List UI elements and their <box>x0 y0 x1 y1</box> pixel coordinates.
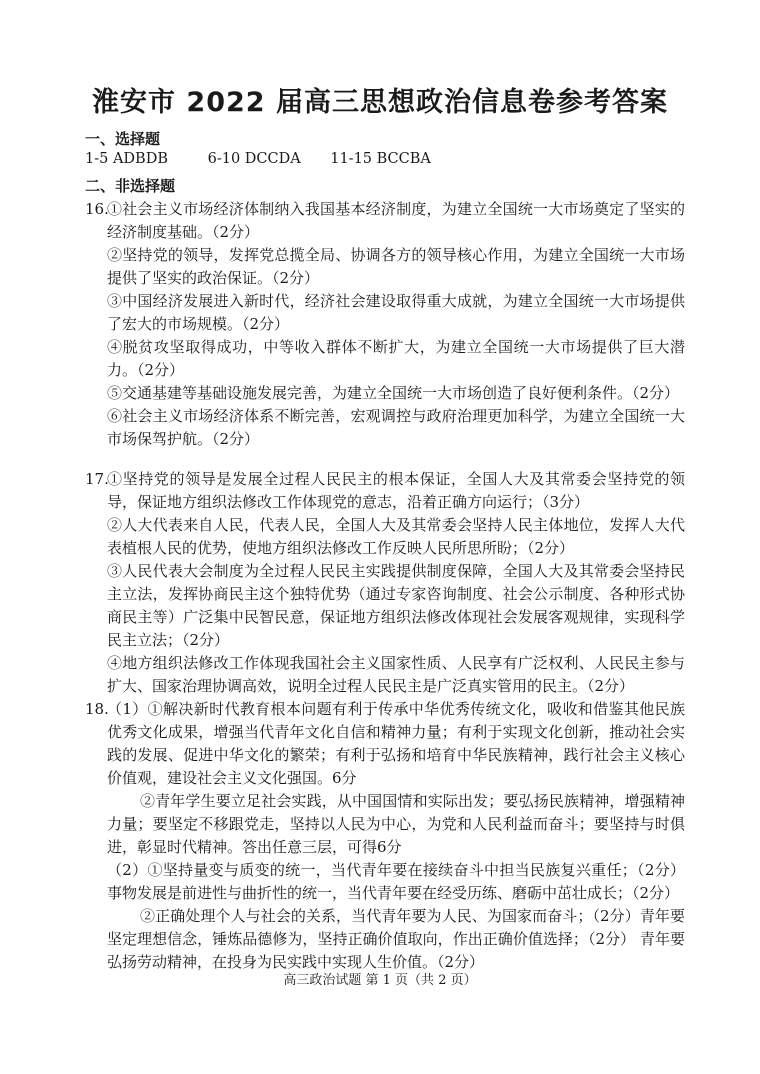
mc-answer-group: 11-15 BCCBA <box>330 151 431 167</box>
answer-point: ⑤交通基建等基础设施发展完善，为建立全国统一大市场创造了良好便利条件。（2分） <box>107 384 680 402</box>
answer-point: ③人民代表大会制度为全过程人民民主实践提供制度保障，全国人大及其常委会坚持民主立法，发挥协商民主这个独特优势（通过专家咨询制度、社会公示制度、各种形式协商民主等）广泛集中民智民意，保证地方组织法修改体现社会发展客观规律，实现科学民主立法；（2分） <box>107 562 685 649</box>
page-footer: 高三政治试题 第 1 页（共 2 页） <box>283 973 477 988</box>
question-17 <box>85 468 685 698</box>
answer-point: ④地方组织法修改工作体现我国社会主义国家性质、人民享有广泛权利、人民民主参与扩大、国家治理协调高效，说明全过程人民民主是广泛真实管用的民主。（2分） <box>107 654 685 695</box>
question-number: 16. <box>85 200 109 218</box>
answer-point: ⑥社会主义市场经济体系不断完善，宏观调控与政府治理更加科学，为建立全国统一大市场保驾护航。（2分） <box>107 407 685 448</box>
answer-point: ②青年学生要立足社会实践，从中国国情和实际出发；要弘扬民族精神，增强精神力量；要坚定不移跟党走，坚持以人民为中心，为党和人民利益而奋斗；要坚持与时俱进，彰显时代精神。答出任意三层，可得6分 <box>107 792 685 856</box>
section-heading-choice: 一、选择题 <box>85 130 161 148</box>
answer-point: （1）①解决新时代教育根本问题有利于传承中华优秀传统文化，吸收和借鉴其他民族优秀文化成果，增强当代青年文化自信和精神力量；有利于实现文化创新，推动社会实践的发展、促进中华文化的繁荣；有利于弘扬和培育中华民族精神，践行社会主义核心价值观，建设社会主义文化强国。6分 <box>107 700 685 787</box>
answer-point: （2）①坚持量变与质变的统一，当代青年要在接续奋斗中担当民族复兴重任；（2分）事物发展是前进性与曲折性的统一，当代青年要在经受历练、磨砺中茁壮成长；（2分） <box>107 861 685 902</box>
mc-answer-group: 1-5 ADBDB <box>85 151 168 167</box>
answer-point: ④脱贫攻坚取得成功，中等收入群体不断扩大，为建立全国统一大市场提供了巨大潜力。（2分） <box>107 338 685 379</box>
answer-point: ②正确处理个人与社会的关系，当代青年要为人民、为国家而奋斗；（2分）青年要坚定理想信念，锤炼品德修为，坚持正确价值取向，作出正确价值选择；（2分） 青年要弘扬劳动精神，在投身为民实践中实现人生价值。（2分） <box>107 907 685 971</box>
question-number: 17. <box>85 470 109 488</box>
mc-answer-group: 6-10 DCCDA <box>207 151 301 167</box>
section-heading-nonchoice: 二、非选择题 <box>85 177 176 195</box>
answer-point: ②坚持党的领导，发挥党总揽全局、协调各方的领导核心作用，为建立全国统一大市场提供了坚实的政治保证。（2分） <box>107 246 685 287</box>
question-16 <box>85 198 685 451</box>
question-18 <box>85 698 685 974</box>
question-number: 18. <box>85 700 109 718</box>
document-title: 淮安市 2022 届高三思想政治信息卷参考答案 <box>92 87 668 118</box>
answer-point: ③中国经济发展进入新时代，经济社会建设取得重大成就，为建立全国统一大市场提供了宏大的市场规模。（2分） <box>107 292 685 333</box>
answer-point: ②人大代表来自人民，代表人民，全国人大及其常委会坚持人民主体地位，发挥人大代表植根人民的优势，使地方组织法修改工作反映人民所思所盼；（2分） <box>107 516 685 557</box>
answer-point: ①坚持党的领导是发展全过程人民民主的根本保证，全国人大及其常委会坚持党的领导，保证地方组织法修改工作体现党的意志，沿着正确方向运行；（3分） <box>107 470 685 511</box>
mc-answer-row <box>85 151 431 167</box>
answer-point: ①社会主义市场经济体制纳入我国基本经济制度，为建立全国统一大市场奠定了坚实的经济制度基础。（2分） <box>107 200 685 241</box>
